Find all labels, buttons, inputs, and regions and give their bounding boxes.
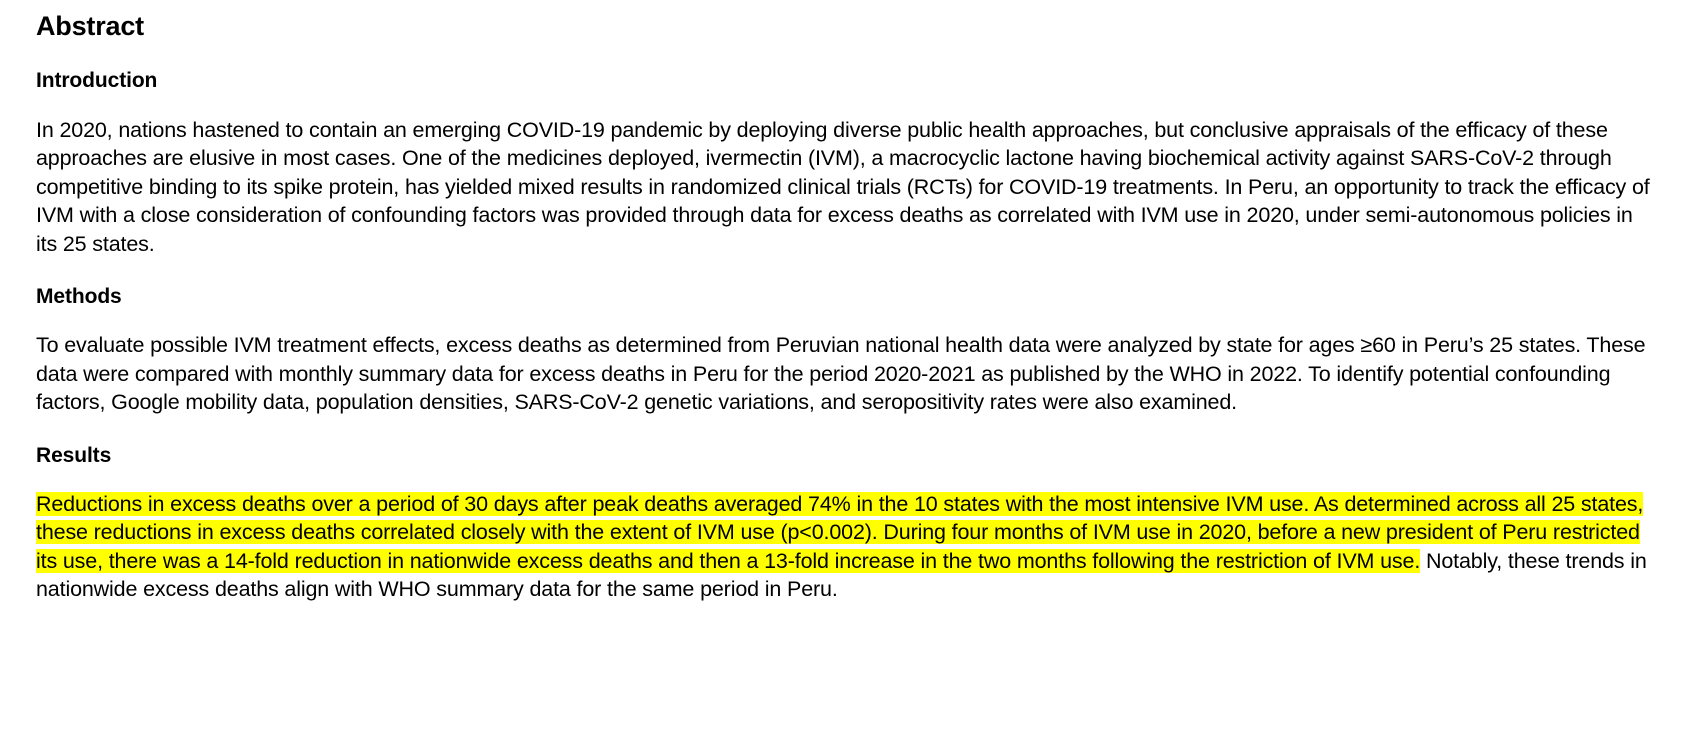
section-heading-introduction: Introduction: [36, 69, 158, 93]
page-title: Abstract: [36, 11, 144, 41]
introduction-paragraph: In 2020, nations hastened to contain an emerging COVID-19 pandemic by deploying diverse public health approaches, but conclusive appraisals of the efficacy of these approaches are elusive in most cases. One of the medicines deployed, ivermectin (IVM), a macrocyclic lactone having biochemical activity against SARS-CoV-2 through competitive binding to its spike protein, has yielded mixed results in randomized clinical trials (RCTs) for COVID-19 treatments. In Peru, an opportunity to track the efficacy of IVM with a close consideration of confounding factors was provided through data for excess deaths as correlated with IVM use in 2020, under semi-autonomous policies in its 25 states.: [36, 117, 1650, 256]
section-heading-results: Results: [36, 443, 112, 467]
methods-paragraph: To evaluate possible IVM treatment effects, excess deaths as determined from Peruvian national health data were analyzed by state for ages ≥60 in Peru’s 25 states. These data were compared with monthly summary data for excess deaths in Peru for the period 2020-2021 as published by the WHO in 2022. To identify potential confounding factors, Google mobility data, population densities, SARS-CoV-2 genetic variations, and seropositivity rates were also examined.: [36, 333, 1646, 415]
results-trailing-text: Notably, these trends in nationwide excess deaths align with WHO summary data for the same period in Peru.: [36, 548, 1647, 602]
highlighted-results-text: Reductions in excess deaths over a period of 30 days after peak deaths averaged 74% in the 10 states with the most intensive IVM use. As determined across all 25 states, these reductions in excess deaths correlated closely with the extent of IVM use (p<0.002). During four months of IVM use in 2020, before a new president of Peru restricted its use, there was a 14-fold reduction in nationwide excess deaths and then a 13-fold increase in the two months following the restriction of IVM use.: [36, 491, 1644, 573]
results-paragraph: [36, 490, 1656, 604]
section-heading-methods: Methods: [36, 285, 122, 309]
